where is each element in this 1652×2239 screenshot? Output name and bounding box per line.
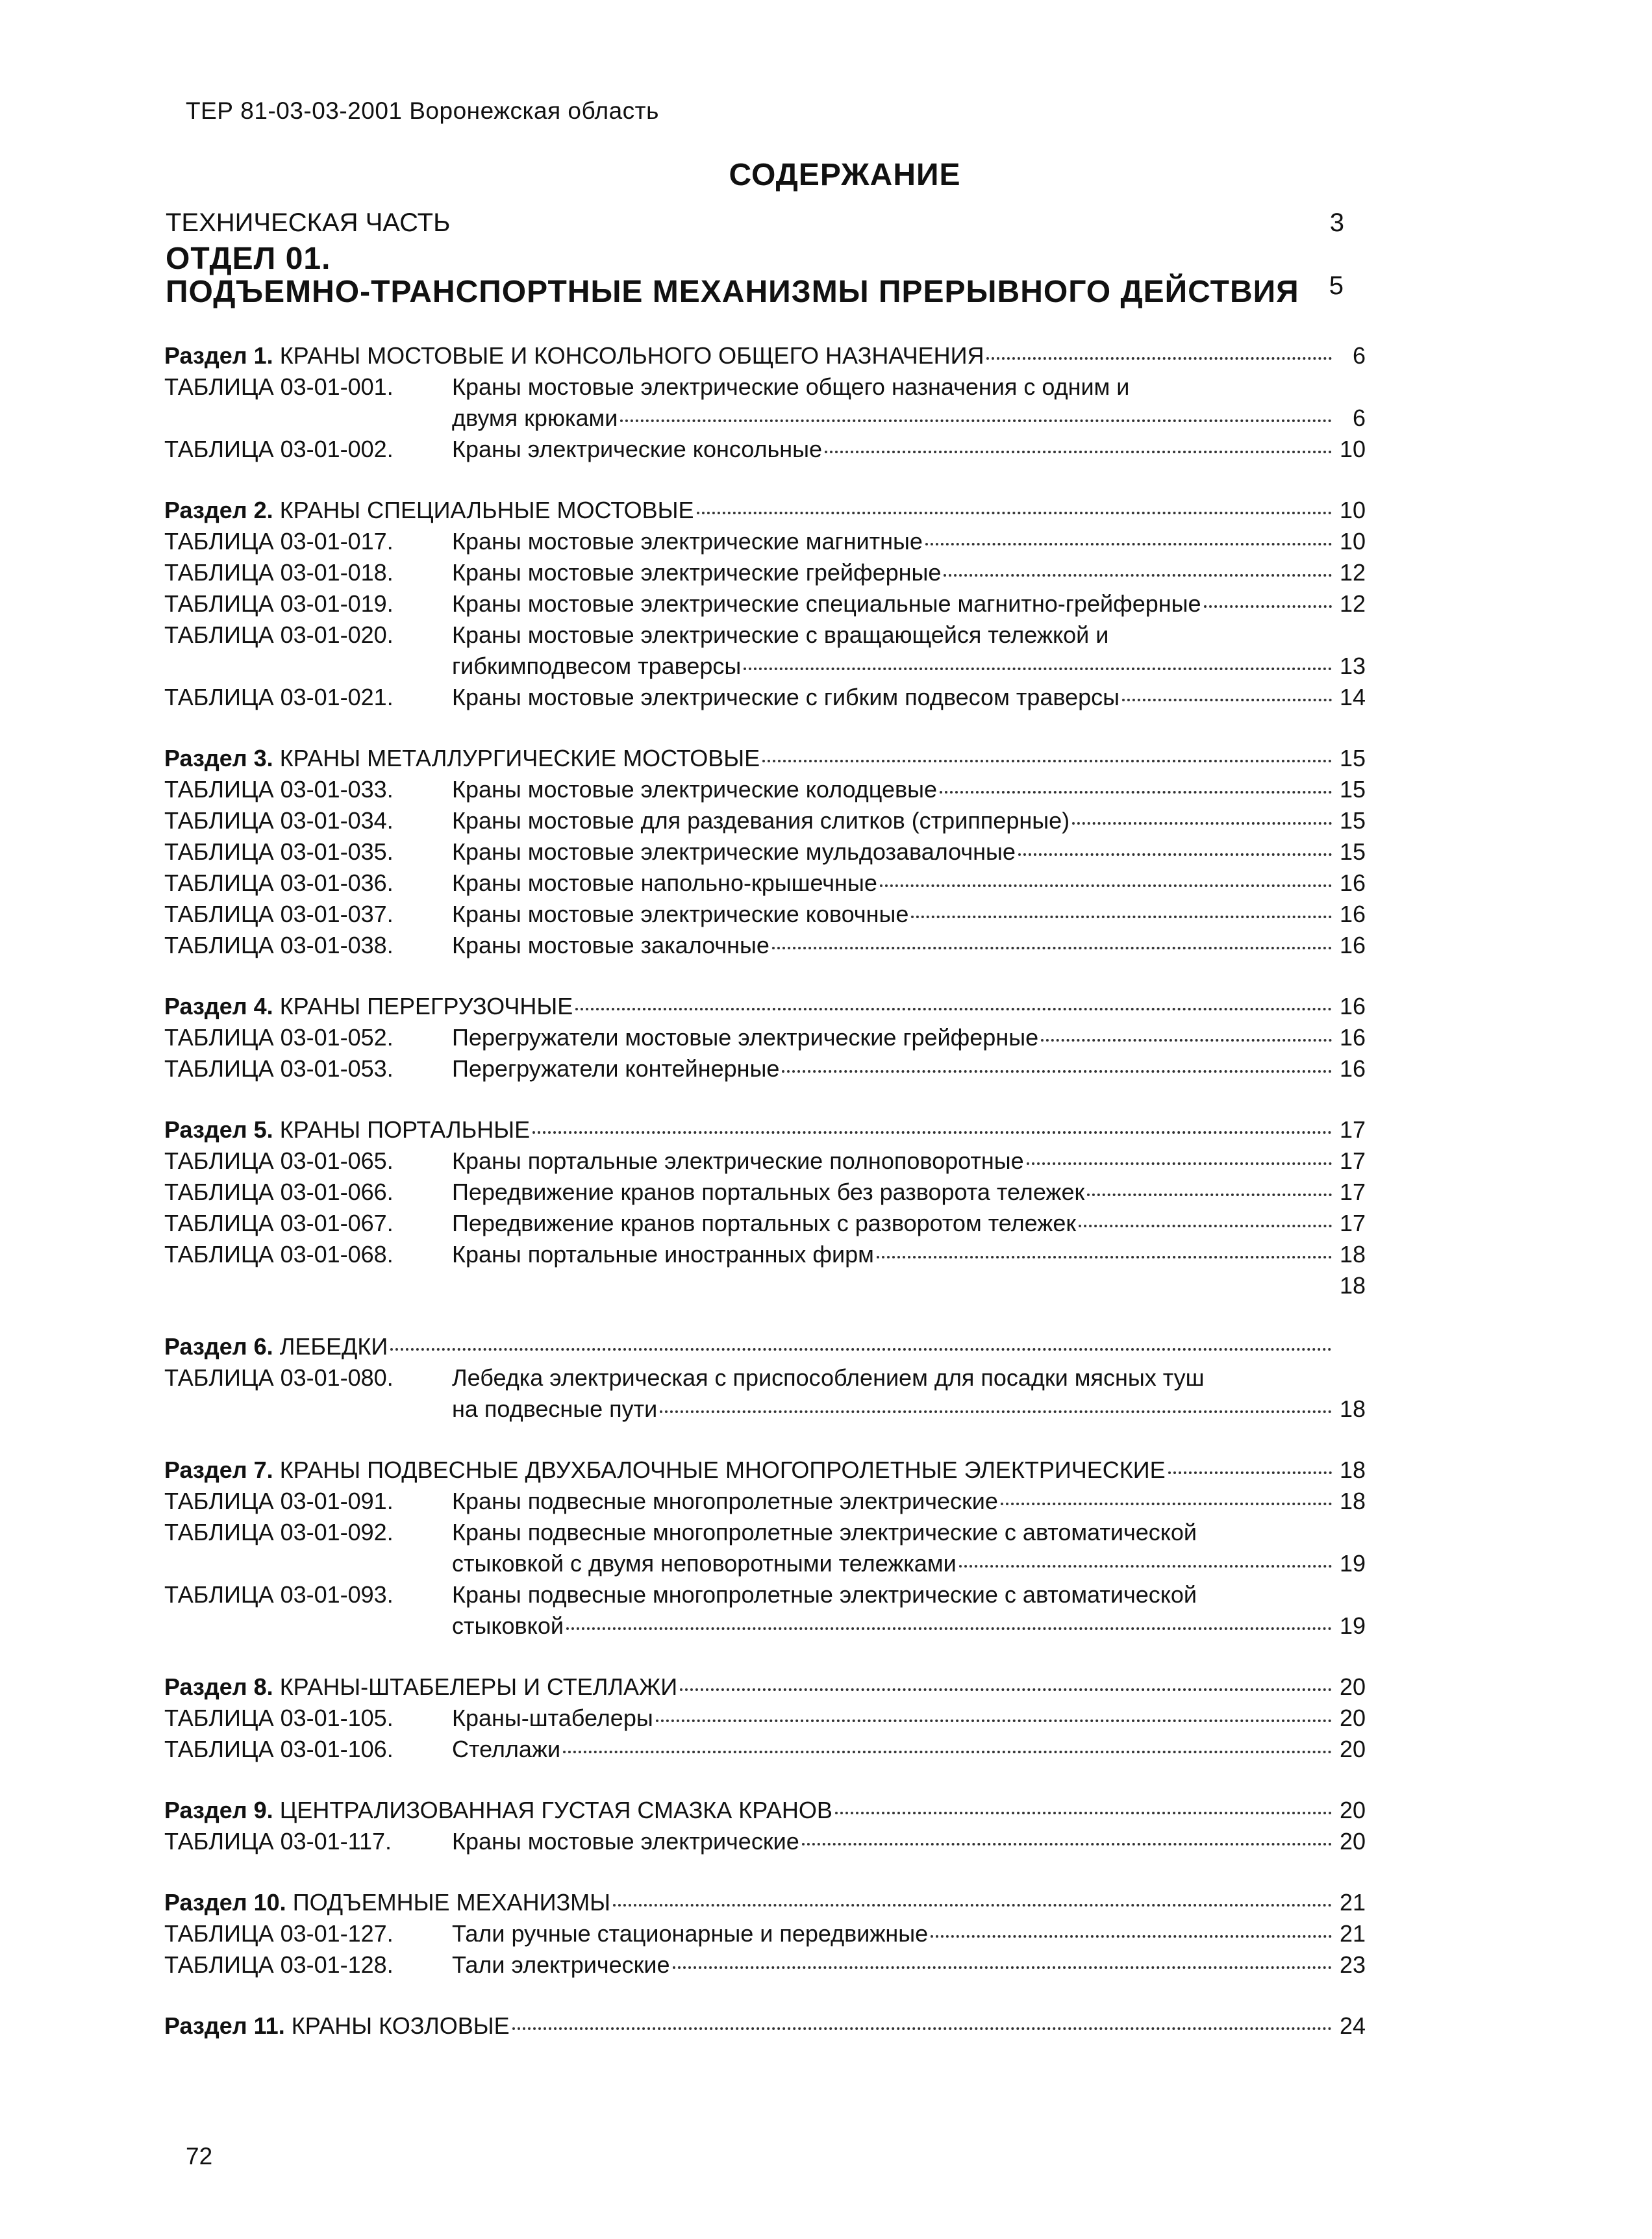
table-entry-line (452, 1548, 1366, 1579)
table-page: 18 (1339, 1488, 1366, 1514)
section-title: КРАНЫ-ШТАБЕЛЕРЫ И СТЕЛЛАЖИ (279, 1673, 678, 1700)
table-page: 19 (1339, 1550, 1366, 1577)
table-title: Краны мостовые электрические ковочные (452, 901, 909, 927)
dot-leader (620, 419, 1332, 422)
table-title: Тали электрические (452, 1951, 670, 1978)
dot-leader (1087, 1194, 1332, 1196)
table-code: ТАБЛИЦА 03-01-065. (164, 1147, 394, 1174)
table-entry (164, 836, 1366, 868)
table-entry-line (452, 930, 1366, 961)
section-title: ЦЕНТРАЛИЗОВАННАЯ ГУСТАЯ СМАЗКА КРАНОВ (279, 1797, 832, 1823)
table-title: Краны мостовые электрические общего назначения с одним и (452, 373, 1130, 400)
section-heading (164, 495, 1366, 526)
toc-section (164, 743, 1366, 961)
dot-leader (1018, 853, 1332, 856)
section-heading (164, 1114, 1366, 1145)
section-prefix: Раздел 6. (164, 1333, 273, 1360)
table-entry (164, 1517, 1366, 1579)
table-entry-line (452, 805, 1366, 836)
table-title: Краны портальные иностранных фирм (452, 1241, 874, 1268)
table-title: Перегружатели мостовые электрические грейферные (452, 1024, 1039, 1051)
table-title: Краны подвесные многопролетные электрические с автоматической (452, 1519, 1197, 1545)
section-heading (164, 1887, 1366, 1918)
table-entry-body (452, 682, 1366, 713)
table-entry-line (452, 1239, 1366, 1270)
page-number: 72 (186, 2143, 213, 2170)
dot-leader (880, 884, 1332, 887)
table-entry (164, 1208, 1366, 1239)
table-entry (164, 557, 1366, 588)
table-page: 15 (1339, 776, 1366, 803)
dot-leader (1072, 822, 1332, 825)
section-page: 10 (1339, 497, 1366, 523)
table-entry-body (452, 1734, 1366, 1765)
table-entry-line (452, 836, 1366, 868)
section-prefix: Раздел 4. (164, 993, 273, 1019)
dot-leader (566, 1627, 1332, 1630)
table-entry (164, 1734, 1366, 1765)
table-code: ТАБЛИЦА 03-01-020. (164, 621, 394, 648)
toc-section (164, 1331, 1366, 1425)
dot-leader (673, 1966, 1332, 1969)
table-code: ТАБЛИЦА 03-01-117. (164, 1828, 392, 1855)
table-entry (164, 434, 1366, 465)
section-label (164, 1795, 832, 1826)
section-heading (164, 991, 1366, 1022)
table-entry-line (452, 651, 1366, 682)
table-entry-body (452, 1145, 1366, 1177)
table-entry-line (452, 1022, 1366, 1053)
table-entry-body (452, 1022, 1366, 1053)
table-entry-line (452, 899, 1366, 930)
table-entry-body (452, 1177, 1366, 1208)
dot-leader (940, 791, 1332, 794)
table-entry-body (452, 1239, 1366, 1270)
table-entry-body (452, 1208, 1366, 1239)
section-title: ЛЕБЕДКИ (279, 1333, 388, 1360)
table-page: 17 (1339, 1179, 1366, 1205)
section-prefix: Раздел 2. (164, 497, 273, 523)
section-prefix: Раздел 8. (164, 1673, 273, 1700)
table-code: ТАБЛИЦА 03-01-002. (164, 436, 394, 462)
section-label (164, 1114, 530, 1145)
table-code: ТАБЛИЦА 03-01-092. (164, 1519, 394, 1545)
dot-leader (911, 916, 1332, 918)
section-label (164, 1455, 1166, 1486)
table-title: Краны мостовые напольно-крышечные (452, 869, 877, 896)
dot-leader (931, 1935, 1332, 1938)
dot-leader (1122, 699, 1332, 701)
table-of-contents (164, 340, 1366, 2071)
table-title: Краны мостовые электрические с гибким подвесом траверсы (452, 684, 1120, 710)
dot-leader (563, 1751, 1332, 1753)
table-title: Краны мостовые электрические (452, 1828, 799, 1855)
table-entry-line (452, 1610, 1366, 1642)
section-title: КРАНЫ МОСТОВЫЕ И КОНСОЛЬНОГО ОБЩЕГО НАЗНАЧЕНИЯ (279, 342, 984, 369)
table-title: стыковкой с двумя неповоротными тележками (452, 1550, 957, 1577)
table-code: ТАБЛИЦА 03-01-038. (164, 932, 394, 958)
dot-leader (1079, 1225, 1332, 1227)
dot-leader (944, 574, 1332, 577)
dot-leader (762, 760, 1332, 762)
table-title: стыковкой (452, 1612, 564, 1639)
table-title: Краны-штабелеры (452, 1705, 653, 1731)
table-title: Краны мостовые электрические с вращающейся тележкой и (452, 621, 1109, 648)
toc-section (164, 1114, 1366, 1301)
section-page: 16 (1339, 993, 1366, 1019)
toc-section (164, 2010, 1366, 2042)
section-heading (164, 1671, 1366, 1703)
table-entry-body (452, 836, 1366, 868)
table-page: 13 (1339, 653, 1366, 679)
section-label (164, 1331, 388, 1362)
tech-part-row (166, 208, 1344, 238)
otdel-subtitle-row (166, 271, 1344, 310)
table-entry-line (452, 1703, 1366, 1734)
section-label (164, 495, 694, 526)
section-title: КРАНЫ СПЕЦИАЛЬНЫЕ МОСТОВЫЕ (279, 497, 694, 523)
table-entry (164, 1949, 1366, 1981)
toc-section (164, 1455, 1366, 1642)
table-entry (164, 930, 1366, 961)
table-title: Тали ручные стационарные и передвижные (452, 1920, 929, 1947)
table-entry-body (452, 1918, 1366, 1949)
table-entry-body (452, 1362, 1366, 1425)
table-entry (164, 682, 1366, 713)
toc-section (164, 1887, 1366, 1981)
otdel-subtitle: ПОДЪЕМНО-ТРАНСПОРТНЫЕ МЕХАНИЗМЫ ПРЕРЫВНОГО ДЕЙСТВИЯ (166, 275, 1299, 309)
dot-leader (1041, 1039, 1332, 1042)
table-entry (164, 1826, 1366, 1857)
toc-section (164, 991, 1366, 1084)
table-entry-body (452, 371, 1366, 434)
tech-part-page: 3 (1329, 208, 1344, 237)
trailing-page: 18 (1339, 1272, 1366, 1299)
dot-leader (802, 1843, 1332, 1845)
table-entry-line (452, 1394, 1366, 1425)
table-title: Краны мостовые электрические грейферные (452, 559, 942, 586)
table-code: ТАБЛИЦА 03-01-036. (164, 869, 394, 896)
dot-leader (744, 668, 1332, 670)
section-heading (164, 1795, 1366, 1826)
otdel-page: 5 (1329, 271, 1344, 300)
table-code: ТАБЛИЦА 03-01-037. (164, 901, 394, 927)
table-entry (164, 1053, 1366, 1084)
table-code: ТАБЛИЦА 03-01-033. (164, 776, 394, 803)
table-entry-line (452, 1053, 1366, 1084)
section-label (164, 2010, 510, 2042)
section-prefix: Раздел 11. (164, 2012, 285, 2039)
table-entry-body (452, 774, 1366, 805)
section-page: 6 (1352, 342, 1366, 369)
dot-leader (782, 1070, 1332, 1073)
table-code: ТАБЛИЦА 03-01-080. (164, 1364, 394, 1391)
table-code: ТАБЛИЦА 03-01-093. (164, 1581, 394, 1608)
section-page: 18 (1339, 1457, 1366, 1483)
table-page: 20 (1339, 1828, 1366, 1855)
table-entry-body (452, 805, 1366, 836)
section-heading (164, 340, 1366, 371)
table-entry-body (452, 1486, 1366, 1517)
table-entry-body (452, 1053, 1366, 1084)
table-entry-body (452, 619, 1366, 682)
table-page: 18 (1339, 1395, 1366, 1422)
table-entry-line (452, 868, 1366, 899)
table-entry-line (452, 1918, 1366, 1949)
table-code: ТАБЛИЦА 03-01-106. (164, 1736, 394, 1762)
tech-part-label: ТЕХНИЧЕСКАЯ ЧАСТЬ (166, 208, 451, 237)
table-entry (164, 1177, 1366, 1208)
toc-section (164, 1795, 1366, 1857)
table-entry-line (452, 1734, 1366, 1765)
table-entry (164, 1918, 1366, 1949)
dot-leader (680, 1688, 1332, 1691)
table-page: 16 (1339, 901, 1366, 927)
table-page: 15 (1339, 807, 1366, 834)
document-header: ТЕР 81-03-03-2001 Воронежская область (186, 97, 659, 124)
dot-leader (925, 543, 1332, 545)
section-prefix: Раздел 7. (164, 1457, 273, 1483)
table-entry (164, 371, 1366, 434)
section-title: КРАНЫ МЕТАЛЛУРГИЧЕСКИЕ МОСТОВЫЕ (279, 745, 760, 771)
section-title: ПОДЪЕМНЫЕ МЕХАНИЗМЫ (292, 1889, 611, 1916)
table-title: Краны мостовые для раздевания слитков (стрипперные) (452, 807, 1070, 834)
section-heading (164, 743, 1366, 774)
dot-leader (390, 1348, 1332, 1351)
toc-section (164, 1671, 1366, 1765)
table-title: Краны мостовые электрические колодцевые (452, 776, 937, 803)
dot-leader (613, 1904, 1332, 1907)
table-entry-line (452, 1949, 1366, 1981)
table-page: 12 (1339, 559, 1366, 586)
dot-leader (835, 1812, 1332, 1814)
table-entry-body (452, 1517, 1366, 1579)
table-page: 17 (1339, 1210, 1366, 1236)
table-entry-body (452, 899, 1366, 930)
table-title: Лебедка электрическая с приспособлением для посадки мясных туш (452, 1364, 1205, 1391)
table-code: ТАБЛИЦА 03-01-001. (164, 373, 394, 400)
table-code: ТАБЛИЦА 03-01-019. (164, 590, 394, 617)
table-entry-line (452, 557, 1366, 588)
table-entry-line (452, 1826, 1366, 1857)
table-page: 19 (1339, 1612, 1366, 1639)
table-entry-body (452, 930, 1366, 961)
toc-section (164, 495, 1366, 713)
table-entry-line (452, 588, 1366, 619)
section-page: 24 (1339, 2012, 1366, 2039)
table-entry (164, 1486, 1366, 1517)
table-entry (164, 1362, 1366, 1425)
table-entry (164, 868, 1366, 899)
table-entry (164, 1145, 1366, 1177)
table-code: ТАБЛИЦА 03-01-091. (164, 1488, 394, 1514)
page-title: СОДЕРЖАНИЕ (729, 158, 961, 192)
table-page: 21 (1339, 1920, 1366, 1947)
table-code: ТАБЛИЦА 03-01-105. (164, 1705, 394, 1731)
table-entry-body (452, 526, 1366, 557)
section-page: 15 (1339, 745, 1366, 771)
table-entry-body (452, 1826, 1366, 1857)
table-page: 20 (1339, 1705, 1366, 1731)
table-entry (164, 526, 1366, 557)
dot-leader (986, 357, 1332, 360)
table-entry (164, 1239, 1366, 1270)
dot-leader (575, 1008, 1332, 1010)
section-prefix: Раздел 5. (164, 1116, 273, 1143)
table-entry-line (452, 1177, 1366, 1208)
table-title: Краны мостовые электрические мульдозавалочные (452, 838, 1016, 865)
section-prefix: Раздел 3. (164, 745, 273, 771)
dot-leader (1001, 1503, 1332, 1505)
table-entry (164, 774, 1366, 805)
section-page: 20 (1339, 1797, 1366, 1823)
table-page: 16 (1339, 932, 1366, 958)
table-code: ТАБЛИЦА 03-01-021. (164, 684, 394, 710)
section-label (164, 991, 573, 1022)
section-page: 17 (1339, 1116, 1366, 1143)
table-entry-body (452, 588, 1366, 619)
table-page: 16 (1339, 1024, 1366, 1051)
table-page: 10 (1339, 528, 1366, 555)
table-title: Краны мостовые закалочные (452, 932, 770, 958)
section-title: КРАНЫ ПЕРЕГРУЗОЧНЫЕ (279, 993, 573, 1019)
table-page: 6 (1352, 405, 1366, 431)
table-entry-line (452, 403, 1366, 434)
table-entry-line (452, 682, 1366, 713)
dot-leader (656, 1720, 1332, 1722)
section-label (164, 340, 984, 371)
table-code: ТАБЛИЦА 03-01-052. (164, 1024, 394, 1051)
table-code: ТАБЛИЦА 03-01-067. (164, 1210, 394, 1236)
table-entry (164, 1022, 1366, 1053)
table-title: Краны подвесные многопролетные электрические (452, 1488, 998, 1514)
dot-leader (1027, 1162, 1332, 1165)
table-page: 16 (1339, 869, 1366, 896)
table-entry-line (452, 1486, 1366, 1517)
table-entry-body (452, 1703, 1366, 1734)
dot-leader (1204, 605, 1332, 608)
table-title: Передвижение кранов портальных с разворотом тележек (452, 1210, 1077, 1236)
section-heading (164, 2010, 1366, 2042)
table-page: 16 (1339, 1055, 1366, 1082)
table-code: ТАБЛИЦА 03-01-068. (164, 1241, 394, 1268)
dot-leader (512, 2027, 1332, 2030)
table-code: ТАБЛИЦА 03-01-127. (164, 1920, 394, 1947)
dot-leader (825, 451, 1332, 453)
table-title: гибкимподвесом траверсы (452, 653, 742, 679)
table-page: 15 (1339, 838, 1366, 865)
section-title: КРАНЫ КОЗЛОВЫЕ (291, 2012, 510, 2039)
section-prefix: Раздел 9. (164, 1797, 273, 1823)
dot-leader (1168, 1471, 1332, 1474)
table-title: Перегружатели контейнерные (452, 1055, 780, 1082)
section-heading (164, 1331, 1366, 1362)
table-entry-line (452, 1145, 1366, 1177)
table-entry-body (452, 1949, 1366, 1981)
table-title: Краны мостовые электрические магнитные (452, 528, 923, 555)
table-entry-line (452, 1208, 1366, 1239)
section-page: 21 (1339, 1889, 1366, 1916)
table-title: Краны портальные электрические полноповоротные (452, 1147, 1024, 1174)
dot-leader (959, 1565, 1332, 1568)
table-entry (164, 588, 1366, 619)
table-title: на подвесные пути (452, 1395, 658, 1422)
section-title: КРАНЫ ПОРТАЛЬНЫЕ (279, 1116, 531, 1143)
table-page: 10 (1339, 436, 1366, 462)
table-entry-body (452, 557, 1366, 588)
table-entry (164, 1703, 1366, 1734)
section-page: 20 (1339, 1673, 1366, 1700)
table-code: ТАБЛИЦА 03-01-018. (164, 559, 394, 586)
dot-leader (772, 947, 1332, 949)
table-page: 14 (1339, 684, 1366, 710)
section-heading (164, 1455, 1366, 1486)
table-title: Передвижение кранов портальных без разворота тележек (452, 1179, 1085, 1205)
section-title: КРАНЫ ПОДВЕСНЫЕ ДВУХБАЛОЧНЫЕ МНОГОПРОЛЕТНЫЕ ЭЛЕКТРИЧЕСКИЕ (279, 1457, 1166, 1483)
table-entry (164, 805, 1366, 836)
table-code: ТАБЛИЦА 03-01-017. (164, 528, 394, 555)
table-code: ТАБЛИЦА 03-01-066. (164, 1179, 394, 1205)
section-label (164, 743, 760, 774)
table-entry-body (452, 1579, 1366, 1642)
table-code: ТАБЛИЦА 03-01-053. (164, 1055, 394, 1082)
table-code: ТАБЛИЦА 03-01-034. (164, 807, 394, 834)
table-title: Краны подвесные многопролетные электрические с автоматической (452, 1581, 1197, 1608)
table-entry (164, 899, 1366, 930)
table-entry-line (452, 434, 1366, 465)
section-prefix: Раздел 1. (164, 342, 273, 369)
table-title: двумя крюками (452, 405, 618, 431)
otdel-label: ОТДЕЛ 01. (166, 242, 331, 276)
table-entry-body (452, 434, 1366, 465)
table-entry (164, 1579, 1366, 1642)
dot-leader (532, 1131, 1332, 1134)
table-page: 20 (1339, 1736, 1366, 1762)
table-entry-body (452, 868, 1366, 899)
table-page: 12 (1339, 590, 1366, 617)
table-title: Краны мостовые электрические специальные магнитно-грейферные (452, 590, 1201, 617)
section-prefix: Раздел 10. (164, 1889, 286, 1916)
section-label (164, 1887, 610, 1918)
dot-leader (660, 1410, 1332, 1413)
table-page: 17 (1339, 1147, 1366, 1174)
table-entry (164, 619, 1366, 682)
table-entry-line (452, 526, 1366, 557)
table-title: Стеллажи (452, 1736, 561, 1762)
table-title: Краны электрические консольные (452, 436, 823, 462)
table-code: ТАБЛИЦА 03-01-128. (164, 1951, 394, 1978)
dot-leader (877, 1256, 1332, 1258)
toc-section (164, 340, 1366, 465)
table-page: 23 (1339, 1951, 1366, 1978)
dot-leader (697, 512, 1332, 514)
section-label (164, 1671, 677, 1703)
table-entry-line (452, 774, 1366, 805)
table-page: 18 (1339, 1241, 1366, 1268)
table-code: ТАБЛИЦА 03-01-035. (164, 838, 394, 865)
